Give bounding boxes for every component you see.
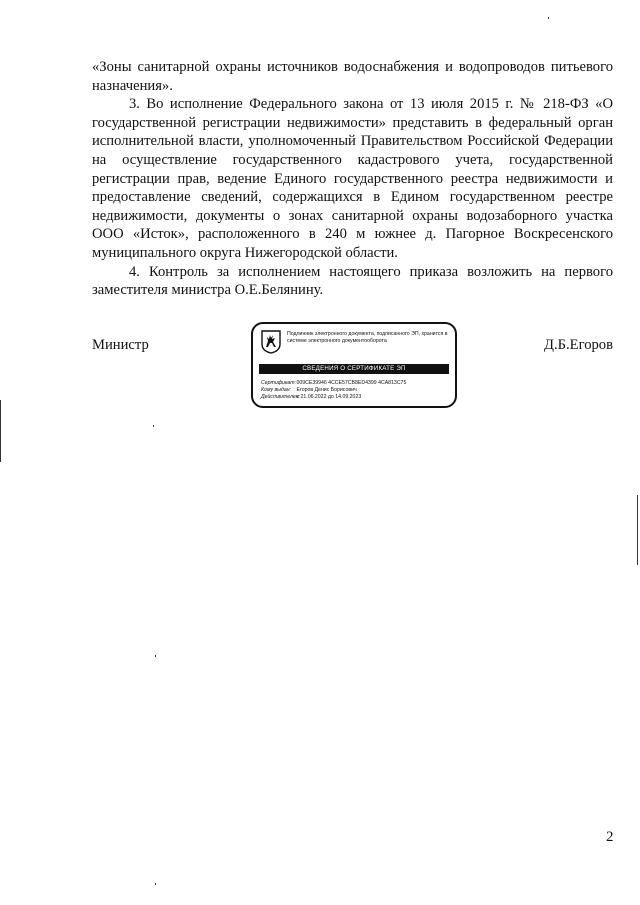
paragraph-4: 4. Контроль за исполнением настоящего приказа возложить на первого заместителя министра О.Е.Белянину. bbox=[92, 263, 613, 299]
validity-value: с 21.06.2022 до 14.09.2023 bbox=[296, 394, 362, 401]
page-number: 2 bbox=[606, 829, 614, 845]
paragraph-2-end: «Зоны санитарной охраны источников водоснабжения и водопроводов питьевого назначения». bbox=[92, 59, 613, 94]
certificate-details bbox=[261, 380, 451, 402]
electronic-signature-stamp bbox=[251, 322, 457, 408]
scan-edge-mark bbox=[0, 400, 1, 462]
signer-name: Д.Б.Егоров bbox=[544, 337, 613, 353]
certificate-row bbox=[261, 380, 451, 387]
scan-edge-mark bbox=[637, 495, 638, 565]
validity-row bbox=[261, 394, 451, 401]
scan-speck bbox=[155, 655, 156, 657]
certificate-value: 009CE39946 4CCE57CB8ED4399 4CA813C75 bbox=[296, 380, 407, 386]
validity-label: Действителен: bbox=[261, 394, 301, 401]
scan-speck bbox=[548, 17, 549, 19]
owner-label: Кому выдан: bbox=[261, 387, 292, 394]
document-body bbox=[92, 58, 613, 300]
signer-position: Министр bbox=[92, 337, 149, 353]
scan-speck bbox=[153, 425, 154, 427]
stamp-header: Подлинник электронного документа, подписанного ЭП, хранится в системе электронного документооборота bbox=[287, 331, 448, 344]
scan-speck bbox=[155, 883, 156, 885]
owner-value: Егоров Денис Борисович bbox=[296, 387, 357, 394]
certificate-label: Сертификат: bbox=[261, 380, 297, 386]
stamp-banner: СВЕДЕНИЯ О СЕРТИФИКАТЕ ЭП bbox=[259, 364, 449, 374]
paragraph-3: 3. Во исполнение Федерального закона от 13 июля 2015 г. № 218-ФЗ «О государственной регистрации недвижимости» представить в федеральный орган исполнительной власти, уполномоченный Правительством Российской Федерации на осуществление государственного кадастрового учета, государственной регистрации прав, ведение Единого государственного реестра недвижимости и предоставление сведений, содержащихся в Едином государственном реестре недвижимости, документы о зонах санитарной охраны водозаборного участка ООО «Исток», расположенного в 240 м южнее д. Пагорное Воскресенского муниципального округа Нижегородской области. bbox=[92, 96, 613, 261]
coat-of-arms-deer-icon bbox=[260, 330, 282, 354]
